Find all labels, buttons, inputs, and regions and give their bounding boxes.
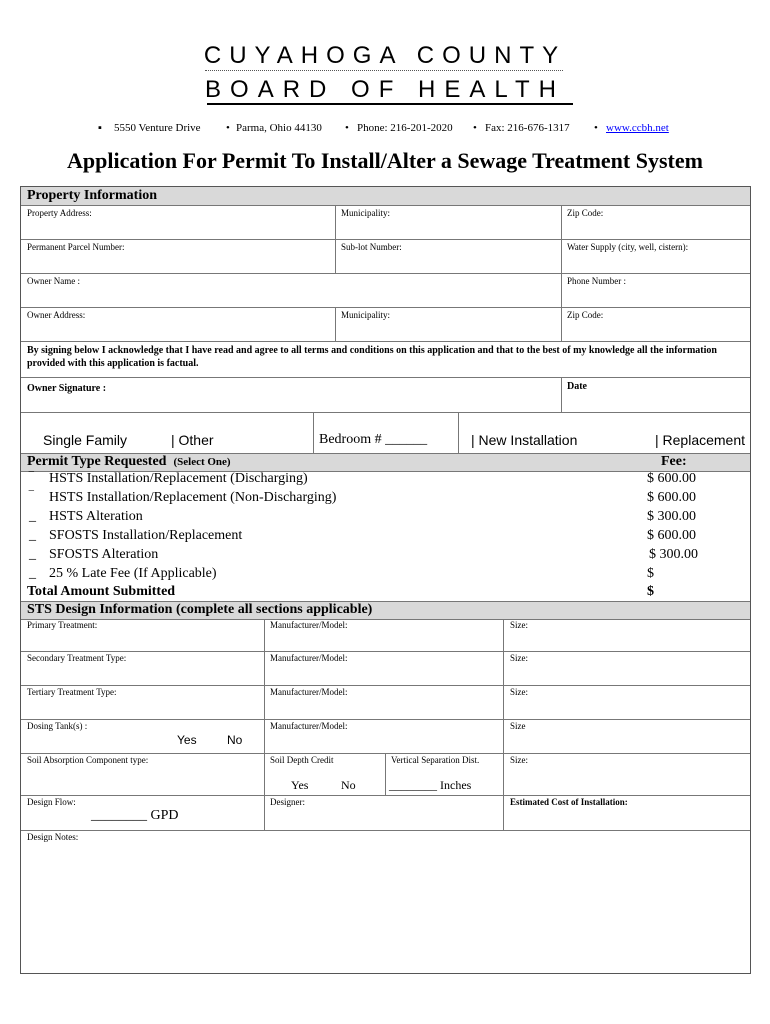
acknowledgment-text: By signing below I acknowledge that I have read and agree to all terms and conditions on this application and that to the best of my knowledge all the information provided with this application is factual. [27, 345, 717, 369]
permit-item[interactable] [21, 490, 750, 508]
design-notes-label: Design Notes: [27, 832, 79, 842]
soil-depth-credit-label: Soil Depth Credit [270, 755, 334, 765]
estimated-cost-label: Estimated Cost of Installation: [510, 797, 628, 807]
design-section-header [21, 601, 750, 620]
property-section-header [21, 187, 750, 206]
sublot-label: Sub-lot Number: [341, 242, 402, 252]
owner-signature-label: Owner Signature : [27, 383, 107, 394]
manufacturer-label-3: Manufacturer/Model: [270, 687, 348, 697]
single-family-option[interactable]: Single Family [43, 432, 128, 448]
permit-item[interactable] [21, 509, 750, 527]
total-amount-label: Total Amount Submitted [27, 584, 176, 599]
owner-name-label: Owner Name : [27, 276, 80, 286]
permit-item[interactable] [21, 471, 750, 489]
page-title: Application For Permit To Install/Alter a Sewage Treatment System [67, 148, 703, 173]
header-rule [207, 103, 573, 105]
permit-item-fee: $ 300.00 [647, 509, 696, 524]
manufacturer-label-1: Manufacturer/Model: [270, 620, 348, 630]
soil-depth-no-option[interactable]: No [341, 778, 356, 792]
checkbox-mark: _ [29, 547, 36, 562]
permit-item-fee: $ 300.00 [649, 547, 698, 562]
manufacturer-label-2: Manufacturer/Model: [270, 653, 348, 663]
contact-address: 5550 Venture Drive [114, 122, 201, 134]
application-form [20, 186, 751, 974]
water-supply-label: Water Supply (city, well, cistern): [567, 242, 689, 252]
municipality-label-2: Municipality: [341, 310, 390, 320]
fee-heading: Fee: [661, 454, 687, 469]
bullet-icon: ▪ [98, 122, 102, 134]
size-label-5: Size: [510, 755, 528, 765]
bullet-icon: • [226, 122, 230, 134]
checkbox-mark: ‾ [29, 490, 34, 505]
tertiary-treatment-label: Tertiary Treatment Type: [27, 687, 117, 697]
size-label-4: Size [510, 721, 526, 731]
bullet-icon: • [594, 122, 598, 134]
soil-depth-yes-option[interactable]: Yes [291, 778, 309, 792]
permit-item[interactable] [21, 566, 750, 584]
design-flow-label: Design Flow: [27, 797, 76, 807]
permit-item-label: SFOSTS Alteration [49, 547, 159, 562]
gpd-field[interactable]: ________ GPD [91, 808, 179, 823]
date-label: Date [567, 381, 587, 392]
zip-label: Zip Code: [567, 208, 604, 218]
size-label-3: Size: [510, 687, 528, 697]
bullet-icon: • [473, 122, 477, 134]
contact-city: Parma, Ohio 44130 [236, 122, 322, 134]
size-label-1: Size: [510, 620, 528, 630]
other-option[interactable]: | Other [171, 432, 214, 448]
permit-item-label: HSTS Installation/Replacement (Discharging) [49, 471, 308, 486]
phone-number-label: Phone Number : [567, 276, 626, 286]
contact-fax: Fax: 216-676-1317 [485, 122, 570, 134]
manufacturer-label-4: Manufacturer/Model: [270, 721, 348, 731]
permit-item[interactable] [21, 547, 750, 565]
vertical-separation-label: Vertical Separation Dist. [391, 755, 480, 765]
permit-item-fee: $ 600.00 [647, 528, 696, 543]
design-notes-area[interactable] [21, 843, 750, 971]
primary-treatment-label: Primary Treatment: [27, 620, 98, 630]
dosing-yes-option[interactable]: Yes [177, 733, 197, 747]
replacement-option[interactable]: | Replacement [655, 432, 746, 448]
property-heading: Property Information [27, 188, 157, 203]
contact-phone: Phone: 216-201-2020 [357, 122, 453, 134]
design-heading: STS Design Information (complete all sections applicable) [27, 602, 373, 617]
designer-label: Designer: [270, 797, 305, 807]
dosing-tank-label: Dosing Tank(s) : [27, 721, 88, 731]
municipality-label: Municipality: [341, 208, 390, 218]
size-label-2: Size: [510, 653, 528, 663]
permit-item[interactable] [21, 528, 750, 546]
checkbox-mark: ‾ [29, 471, 34, 486]
checkbox-mark: _ [29, 509, 36, 524]
dosing-no-option[interactable]: No [227, 733, 243, 747]
parcel-label: Permanent Parcel Number: [27, 242, 125, 252]
checkbox-mark: _ [29, 528, 36, 543]
permit-item-fee: $ 600.00 [647, 471, 696, 486]
permit-item-fee: $ [647, 566, 654, 581]
owner-address-label: Owner Address: [27, 310, 86, 320]
secondary-treatment-label: Secondary Treatment Type: [27, 653, 127, 663]
permit-item-label: SFOSTS Installation/Replacement [49, 528, 243, 543]
website-link[interactable]: www.ccbh.net [606, 122, 669, 134]
select-one-note: (Select One) [173, 456, 231, 468]
new-installation-option[interactable]: | New Installation [471, 432, 578, 448]
separation-inches-field[interactable]: ________ Inches [389, 778, 472, 792]
permit-item-label: 25 % Late Fee (If Applicable) [49, 566, 217, 581]
total-amount-fee: $ [647, 584, 654, 599]
permit-item-label: HSTS Alteration [49, 509, 143, 524]
checkbox-mark: _ [29, 566, 36, 581]
bedroom-count-field[interactable]: Bedroom # ______ [319, 432, 428, 447]
zip-label-2: Zip Code: [567, 310, 604, 320]
soil-absorption-label: Soil Absorption Component type: [27, 755, 149, 765]
permit-item-label: HSTS Installation/Replacement (Non-Discharging) [49, 490, 337, 505]
agency-name-line1: CUYAHOGA COUNTY [203, 42, 567, 69]
header-dotted-rule [205, 70, 563, 71]
permit-heading: Permit Type Requested (Select One) [27, 454, 231, 469]
bullet-icon: • [345, 122, 349, 134]
agency-name-line2: BOARD OF HEALTH [205, 76, 565, 103]
permit-item-fee: $ 600.00 [647, 490, 696, 505]
property-address-label: Property Address: [27, 208, 92, 218]
permit-section-header [21, 453, 750, 472]
